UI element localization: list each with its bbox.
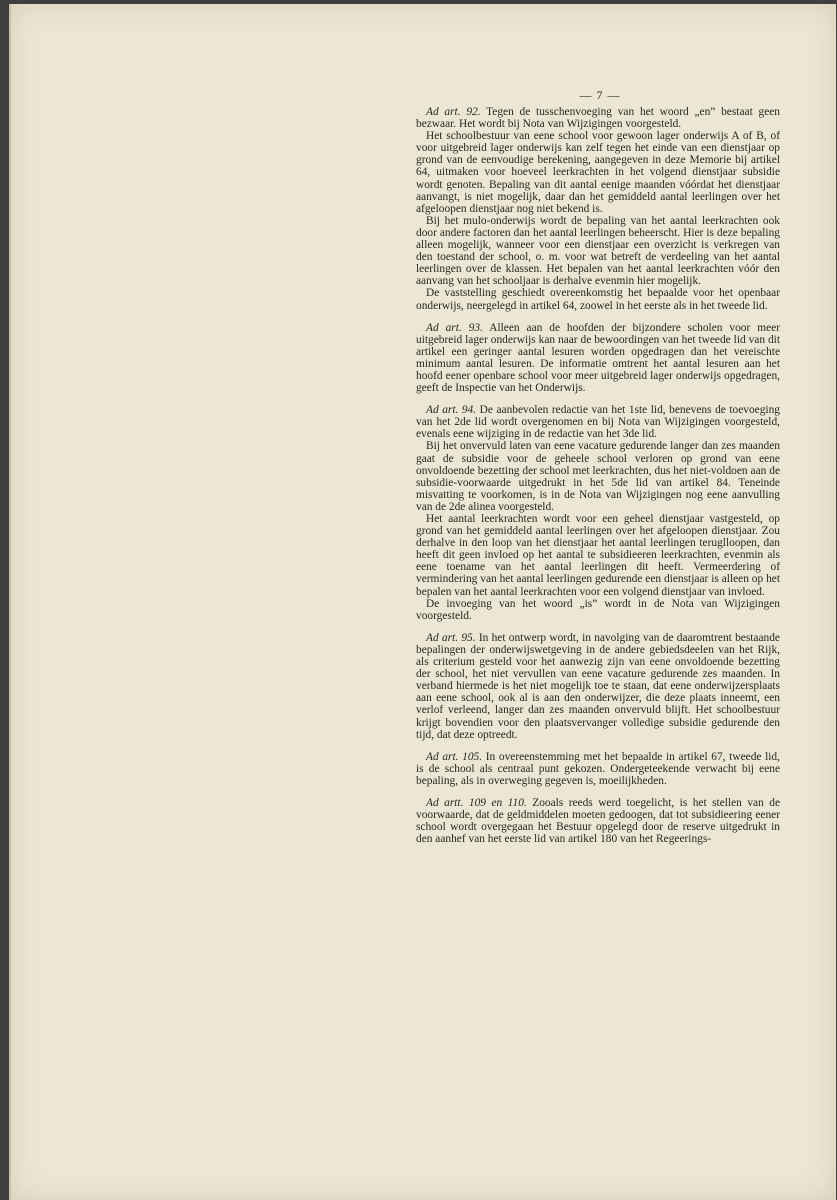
paragraph [416,632,780,741]
article-reference: Ad art. 94. [426,404,477,417]
text-column [416,88,780,855]
paragraph: Het schoolbestuur van eene school voor gewoon lager onderwijs A of B, of voor uitgebreid lager onderwijs kan zelf tegen het einde van een dienstjaar op grond van de eenvoudige berekening, aangegeven in deze Memorie bij artikel 64, uitmaken voor hoeveel leerkrachten in het volgend dienstjaar subsidie wordt genoten. Bepaling van dit aantal eenige maanden vóórdat het dienstjaar aanvangt, is niet mogelijk, daar dan het gemiddeld aantal leerlingen over het afgeloopen dienstjaar nog niet bekend is. [416,130,780,215]
paragraph-text: In overeenstemming met het bepaalde in artikel 67, tweede lid, is de school als centraal punt gekozen. Ondergeteekende verwacht bij eene bepaling, als in overweging gegeven is, moeilijkheden. [416,750,780,787]
paragraph: Bij het onvervuld laten van eene vacature gedurende langer dan zes maanden gaat de subsidie voor de geheele school verloren op grond van eene onvoldoende bezetting der school met leerkrachten, dus het niet-voldoen aan de subsidie-voorwaarde uitgedrukt in het 5de lid van artikel 84. Teneinde misvatting te voorkomen, is in de Nota van Wijzigingen nog eene aanvulling van de 2de alinea voorgesteld. [416,440,780,513]
section-art-105 [416,751,780,787]
paragraph-text: Tegen de tusschenvoeging van het woord „en” bestaat geen bezwaar. Het wordt bij Nota van Wijzigingen voorgesteld. [416,106,781,131]
paragraph [416,751,780,787]
page-number: — 7 — [579,88,621,102]
section-art-94 [416,404,780,622]
paragraph-text: In het ontwerp wordt, in navolging van de daaromtrent bestaande bepalingen der onderwijswetgeving in de andere gebiedsdeelen van het Rijk, als criterium gesteld voor het aanwezig zijn van eene onvoldoende bezetting der school, het niet vervullen van eene vacature gedurende zes maanden. In verband hiermede is het niet mogelijk toe te staan, dat eene onderwijzersplaats aan eene school, ook al is aan den onderwijzer, die deze plaats inneemt, een verlof verleend, langer dan zes maanden onvervuld blijft. Het schoolbestuur krijgt bovendien voor den plaatsvervanger volledige subsidie gedurende den tijd, dat deze optreedt. [416,631,780,741]
section-art-95 [416,632,780,741]
paragraph [416,322,780,395]
paragraph: Bij het mulo-onderwijs wordt de bepaling van het aantal leerkrachten ook door andere factoren dan het aantal leerlingen beheerscht. Hier is deze bepaling alleen mogelijk, wanneer voor een dienstjaar een overzicht is verkregen van den toestand der school, o. m. voor wat betreft de verdeeling van het aantal leerlingen over de klassen. Het bepalen van het aantal leerkrachten vóór den aanvang van het schooljaar is derhalve evenmin hier mogelijk. [416,214,780,288]
article-reference: Ad art. 93. [426,321,483,334]
paragraph [416,797,780,845]
paragraph: De vaststelling geschiedt overeenkomstig het bepaalde voor het openbaar onderwijs, neergelegd in artikel 64, zoowel in het eerste als in het tweede lid. [416,287,780,312]
paragraph-text: Alleen aan de hoofden der bijzondere scholen voor meer uitgebreid lager onderwijs kan naar de bewoordingen van het tweede lid van dit artikel een geringer aantal lesuren worden opgedragen dan het vereischte minimum aantal lesuren. De informatie omtrent het aantal lesuren aan het hoofd eener openbare school voor meer uitgebreid lager onderwijs opgedragen, geeft de Inspectie van het Onderwijs. [416,321,780,395]
paragraph-text: De aanbevolen redactie van het 1ste lid, benevens de toevoeging van het 2de lid wordt overgenomen en bij Nota van Wijzigingen voorgesteld, evenals eene wijziging in de redactie van het 3de lid. [416,404,780,441]
section-art-109-110 [416,797,780,845]
section-art-93 [416,322,780,395]
page-edge [9,4,11,1200]
article-reference: Ad artt. 109 en 110. [426,796,527,809]
paragraph: Het aantal leerkrachten wordt voor een geheel dienstjaar vastgesteld, op grond van het gemiddeld aantal leerlingen over het afgeloopen dienstjaar. Zou derhalve in den loop van het dienstjaar het aantal leerlingen teruglloopen, dan heeft dit geen invloed op het aantal te subsidieeren leerkrachten, evenmin als eene toename van het aantal leerlingen dit heeft. Vermeerdering of vermindering van het aantal leerlingen gedurende een dienstjaar is alleen op het bepalen van het aantal leerkrachten voor een volgend dienstjaar van invloed. [416,513,780,598]
article-reference: Ad art. 95. [426,631,476,644]
paragraph [416,404,780,440]
article-reference: Ad art. 92. [426,106,481,118]
paragraph [416,106,780,130]
paragraph-text: Zooals reeds werd toegelicht, is het stellen van de voorwaarde, dat de geldmiddelen moeten gedoogen, dat tot subsidieering eener school wordt overgegaan het Bestuur opgelegd door de reserve uitgedrukt in den aanhef van het eerste lid van artikel 180 van het Regeerings- [416,796,780,846]
article-reference: Ad art. 105. [426,750,483,763]
section-art-92 [416,106,780,312]
paragraph: De invoeging van het woord „is” wordt in de Nota van Wijzigingen voorgesteld. [416,597,780,622]
